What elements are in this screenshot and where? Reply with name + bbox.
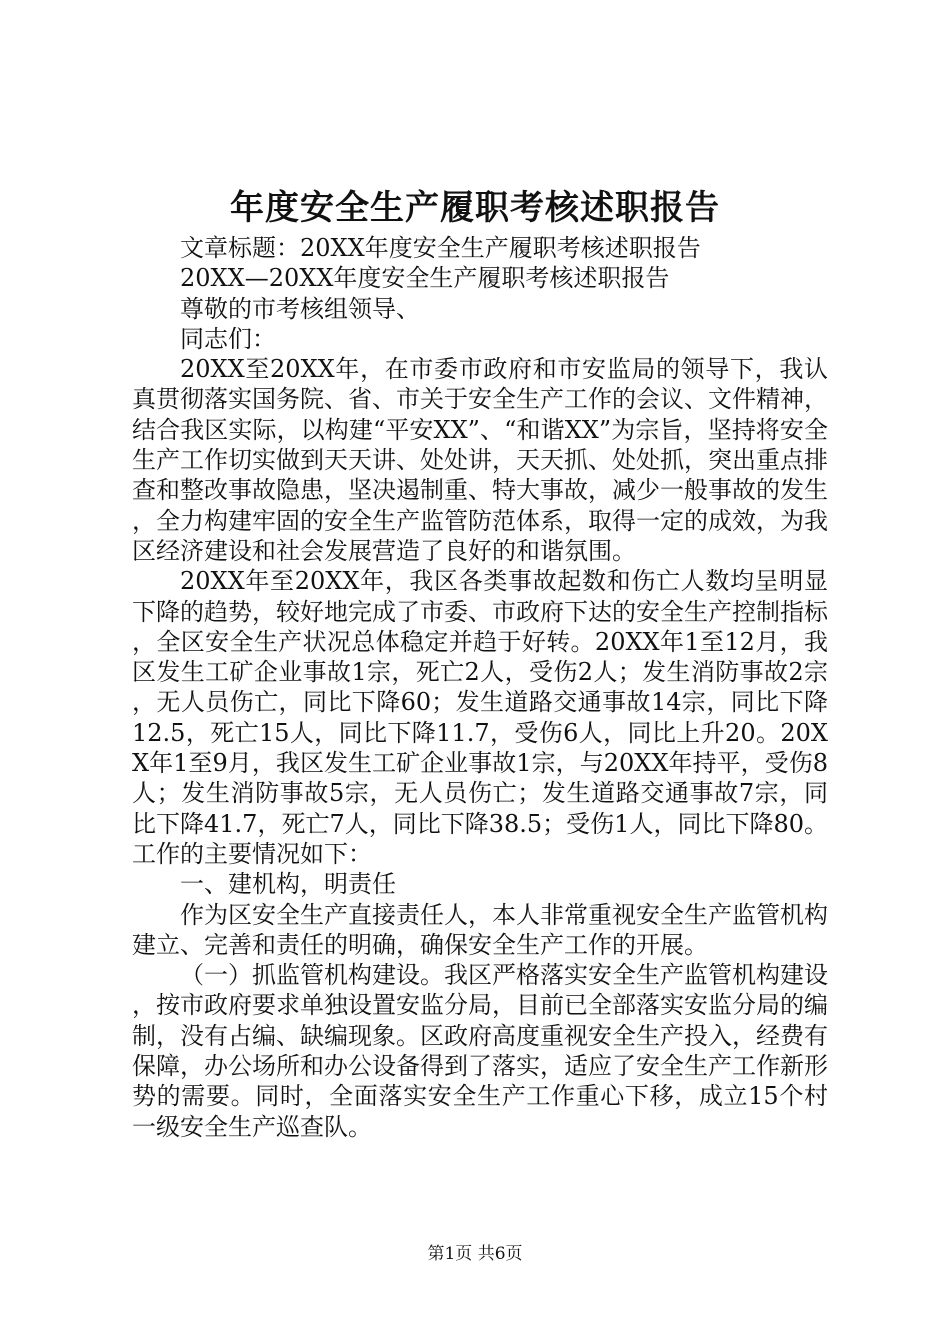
paragraph-intro: 20XX至20XX年，在市委市政府和市安监局的领导下，我认真贯彻落实国务院、省、市关于安全生产工作的会议、文件精神，结合我区实际，以构建“平安XX”、“和谐XX”为宗旨，坚持将安全生产工作切实做到天天讲、处处讲，天天抓、处处抓，突出重点排查和整改事故隐患，坚决遏制重、特大事故，减少一般事故的发生，全力构建牢固的安全生产监管防范体系，取得一定的成效，为我区经济建设和社会发展营造了良好的和谐氛围。 (132, 355, 828, 565)
report-subtitle: 20XX—20XX年度安全生产履职考核述职报告 (180, 264, 670, 293)
document-body (132, 233, 828, 1142)
section-intro-paragraph: 作为区安全生产直接责任人，本人非常重视安全生产监管机构建立、完善和责任的明确，确保安全生产工作的开展。 (132, 900, 828, 959)
article-title-line: 文章标题：20XX年度安全生产履职考核述职报告 (180, 234, 701, 262)
document-title: 年度安全生产履职考核述职报告 (230, 188, 720, 228)
salutation-line-1: 尊敬的市考核组领导、 (180, 294, 420, 323)
subsection-paragraph: （一）抓监管机构建设。我区严格落实安全生产监管机构建设，按市政府要求单独设置安监分局，目前已全部落实安监分局的编制，没有占编、缺编现象。区政府高度重视安全生产投入，经费有保障，办公场所和办公设备得到了落实，适应了安全生产工作新形势的需要。同时，全面落实安全生产工作重心下移，成立15个村一级安全生产巡查队。 (132, 961, 828, 1141)
page-footer: 第1页 共6页 (427, 1244, 523, 1264)
paragraph-statistics: 20XX年至20XX年，我区各类事故起数和伤亡人数均呈明显下降的趋势，较好地完成了市委、市政府下达的安全生产控制指标，全区安全生产状况总体稳定并趋于好转。20XX年1至12月，我区发生工矿企业事故1宗，死亡2人，受伤2人；发生消防事故2宗，无人员伤亡，同比下降60；发生道路交通事故14宗，同比下降12.5，死亡15人，同比下降11.7，受伤6人，同比上升20。20XX年1至9月，我区发生工矿企业事故1宗，与20XX年持平，受伤8人；发生消防事故5宗，无人员伤亡；发生道路交通事故7宗，同比下降41.7，死亡7人，同比下降38.5；受伤1人，同比下降80。工作的主要情况如下： (132, 567, 828, 868)
section-heading: 一、建机构，明责任 (180, 870, 396, 899)
salutation-line-2: 同志们： (180, 324, 276, 353)
